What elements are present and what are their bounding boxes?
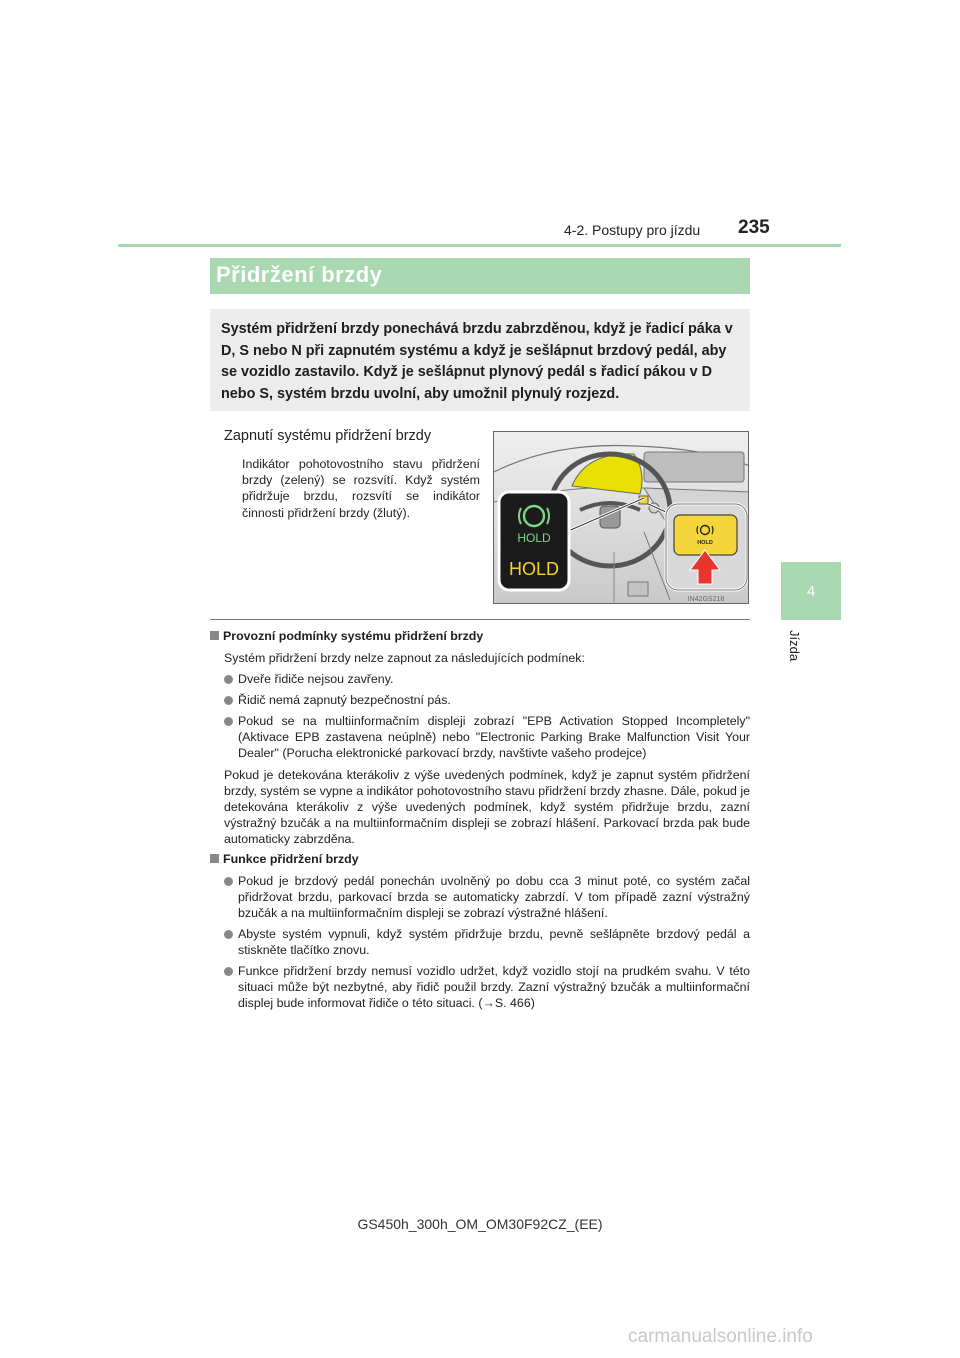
bullet-dot-icon (224, 930, 233, 939)
list-item: Abyste systém vypnuli, když systém přidržuje brzdu, pevně sešlápněte brzdový pedál a stiskněte tlačítko znovu. (224, 926, 750, 958)
conditions-tail: Pokud je detekována kterákoliv z výše uvedených podmínek, když je zapnut systém přidržení brzdy, systém se vypne a indikátor pohotovostního stavu přidržení brzdy zhasne. Dále, pokud je detekována kterákoliv z výše uvedených podmínek, když systém přidržuje brzdu, zazní výstražný bzučák a na multiinformačním displeji se zobrazí hlášení. Parkovací brzda pak bude automaticky zabrzděna. (224, 768, 750, 846)
list-item: Dveře řidiče nejsou zavřeny. (224, 671, 750, 687)
bullet-dot-icon (224, 877, 233, 886)
list-item: Pokud je brzdový pedál ponechán uvolněný po dobu cca 3 minut poté, co systém začal přidržovat brzdu, parkovací brzda se automaticky zabrzdí. V tom případě zazní výstražný bzučák a na multiinformačním displeji se zobrazí výstražné hlášení. (224, 873, 750, 921)
list-item: Řidič nemá zapnutý bezpečnostní pás. (224, 692, 750, 708)
bullet-dot-icon (224, 675, 233, 684)
conditions-lead: Systém přidržení brzdy nelze zapnout za následujících podmínek: (224, 651, 585, 665)
bullet-dot-icon (224, 717, 233, 726)
hold-active-indicator: HOLD (508, 559, 560, 579)
hold-button-label: HOLD (697, 540, 713, 546)
subsection-text: Indikátor pohotovostního stavu přidržení brzdy (zelený) se rozsvítí. Když systém přidržuje brzdu, rozsvítí se indikátor činnosti přidržení brzdy (žlutý). (242, 457, 480, 520)
bullet-dot-icon (224, 967, 233, 976)
header-divider (118, 244, 841, 247)
document-code: GS450h_300h_OM_OM30F92CZ_(EE) (357, 1216, 603, 1232)
header-section: 4-2. Postupy pro jízdu (564, 222, 701, 238)
watermark: carmanualsonline.info (628, 1326, 813, 1347)
bullet-dot-icon (224, 696, 233, 705)
section-heading-conditions: Provozní podmínky systému přidržení brzdy (210, 629, 483, 643)
list-item: Pokud se na multiinformačním displeji zobrazí "EPB Activation Stopped Incompletely" (Aktivace EPB zastavena neúplně) nebo "Electronic Parking Brake Malfunction Visit Your Dealer" (Porucha elektronické parkovací brzdy, navštivte vašeho prodejce) (224, 713, 750, 761)
square-bullet-icon (210, 854, 219, 863)
section-divider (210, 619, 750, 620)
subsection-heading: Zapnutí systému přidržení brzdy (224, 428, 432, 444)
section-heading-functions: Funkce přidržení brzdy (210, 852, 359, 866)
chapter-label: Jízda (787, 630, 802, 662)
hold-button-illustration (493, 431, 749, 604)
page-title: Přidržení brzdy (216, 262, 383, 287)
page-title-bar (210, 258, 750, 294)
square-bullet-icon (210, 631, 219, 640)
chapter-tab[interactable]: 4 (781, 562, 841, 620)
dashboard-drawing (494, 432, 749, 604)
page-number: 235 (738, 217, 770, 238)
hold-standby-indicator: HOLD (517, 531, 551, 545)
list-item: Funkce přidržení brzdy nemusí vozidlo udržet, když vozidlo stojí na prudkém svahu. V této situaci může být nezbytné, aby řidič použil brzdy. Zazní výstražný bzučák a multiinformační displej bude informovat řidiče o této situaci. (→S. 466) (224, 963, 750, 1011)
figure-code: IN42GS218 (687, 596, 725, 603)
intro-box: Systém přidržení brzdy ponechává brzdu zabrzděnou, když je řadicí páka v D, S nebo N při zapnutém systému a když je sešlápnut brzdový pedál, aby se vozidlo zastavilo. Když je sešlápnut plynový pedál s řadicí pákou v D nebo S, systém brzdu uvolní, aby umožnil plynulý rozjezd. (210, 309, 750, 411)
